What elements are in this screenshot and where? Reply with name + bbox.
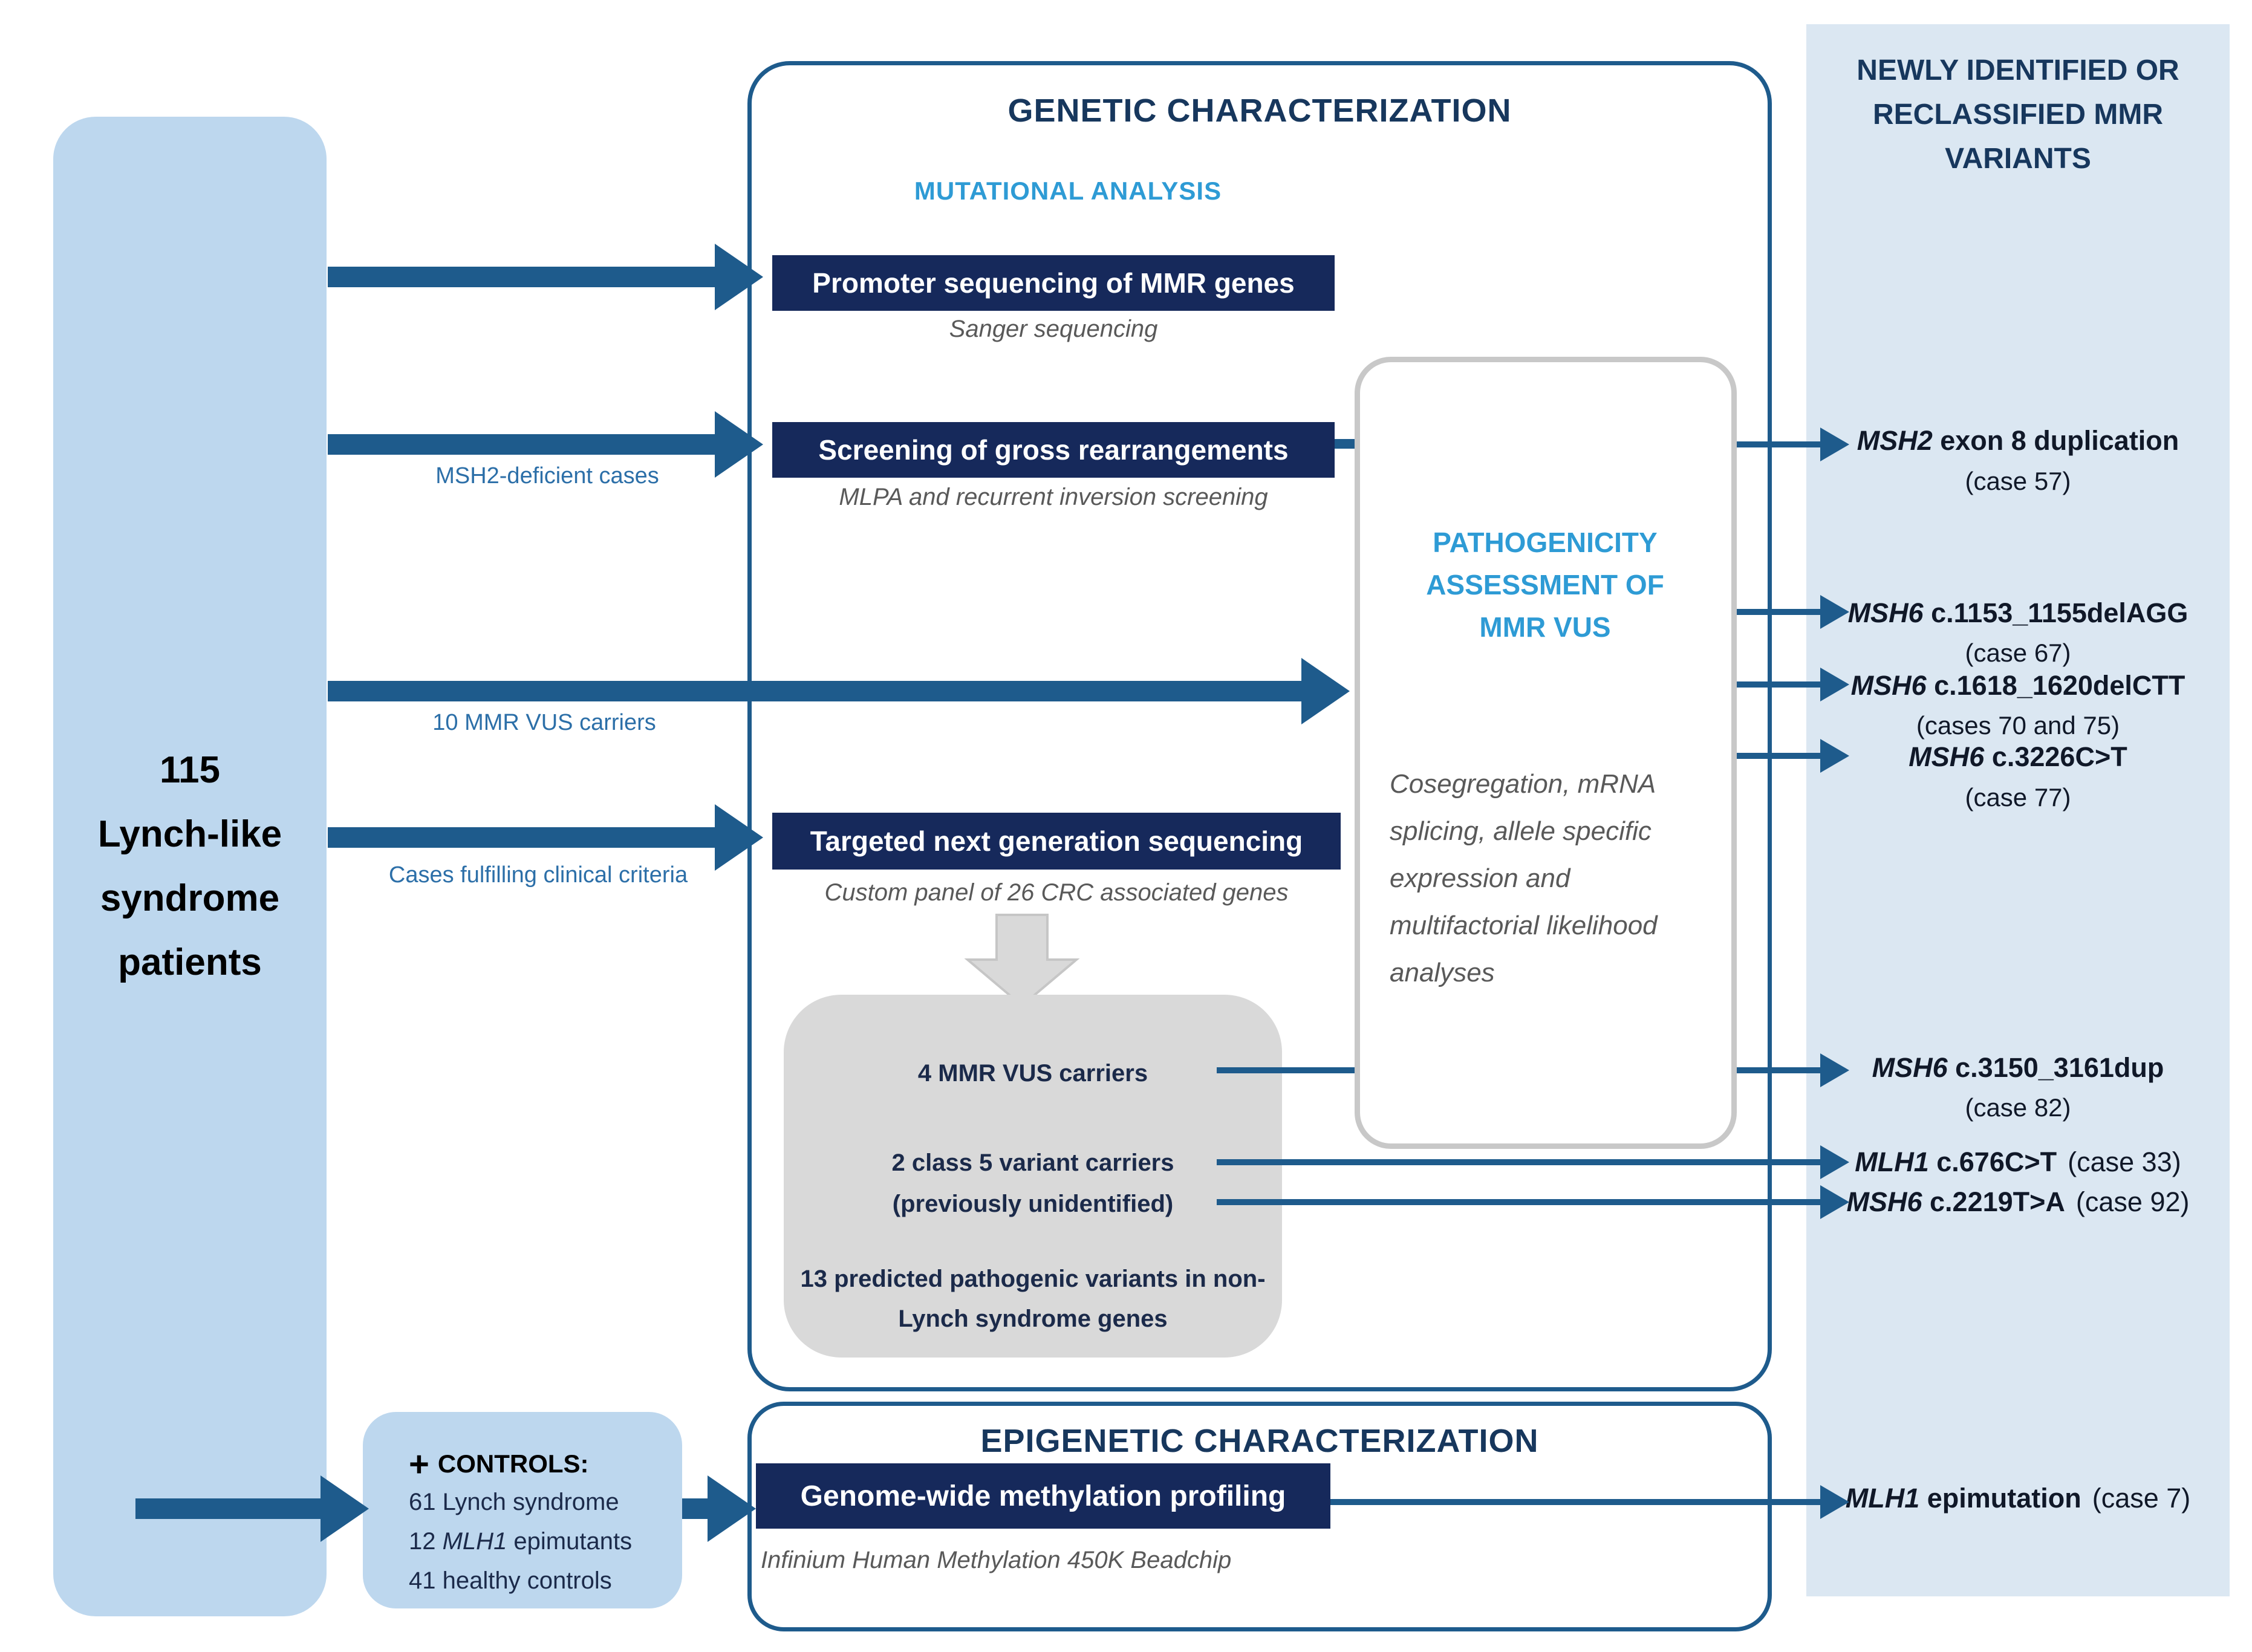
variant-case-33: (case 33) xyxy=(2068,1146,2181,1177)
variant-rest: c.2219T>A xyxy=(1922,1186,2065,1217)
result-previously-unidentified: (previously unidentified) xyxy=(892,1191,1174,1217)
controls-item-suffix: epimutants xyxy=(507,1528,633,1555)
arrow-controls-shaft xyxy=(135,1498,321,1519)
patients-line-115: 115 xyxy=(159,749,221,791)
variant-rest: epimutation xyxy=(1919,1483,2081,1514)
step-promoter-sequencing: Promoter sequencing of MMR genes xyxy=(772,255,1335,311)
arrow-variant1-shaft xyxy=(1737,441,1820,447)
variant-rest: c.1618_1620delCTT xyxy=(1926,670,2185,701)
method-custom-panel: Custom panel of 26 CRC associated genes xyxy=(824,879,1289,906)
pathogenicity-title-line2: ASSESSMENT OF xyxy=(1426,569,1664,600)
variant-rest: c.1153_1155delAGG xyxy=(1923,597,2189,628)
pathogenicity-box xyxy=(1355,357,1737,1149)
arrow-epimutation-head xyxy=(1820,1485,1849,1519)
pathogenicity-title-line1: PATHOGENICITY xyxy=(1433,527,1658,558)
variant-gene: MLH1 xyxy=(1845,1483,1920,1514)
variant-msh6-1618 xyxy=(1806,670,2230,701)
method-sanger-sequencing: Sanger sequencing xyxy=(949,316,1158,342)
variants-panel-title-line3: VARIANTS xyxy=(1945,143,2091,175)
arrow-promoter-shaft xyxy=(328,267,715,287)
arrow-screening-shaft xyxy=(328,434,715,455)
arrow-vus-shaft xyxy=(328,681,1301,701)
controls-title xyxy=(409,1444,682,1485)
pathogenicity-title-line3: MMR VUS xyxy=(1479,611,1611,643)
arrow-variant7-head xyxy=(1820,1185,1849,1219)
pathogenicity-title xyxy=(1364,521,1726,648)
arrow-variant4-head xyxy=(1820,739,1849,773)
plus-icon: + xyxy=(409,1445,429,1484)
variant-gene: MSH6 xyxy=(1847,597,1924,628)
variant-mlh1-676 xyxy=(1806,1146,2230,1178)
patients-count-label xyxy=(98,738,282,995)
variant-case-77: (case 77) xyxy=(1965,783,2071,811)
result-pathogenic-variants: 13 predicted pathogenic variants in non-Lynch syndrome genes xyxy=(800,1266,1266,1332)
variant-gene: MSH6 xyxy=(1872,1052,1948,1083)
result-vus-carriers: 4 MMR VUS carriers xyxy=(917,1060,1148,1087)
variant-msh2-exon8 xyxy=(1806,425,2230,457)
controls-item-gene: MLH1 xyxy=(442,1528,507,1555)
arrow-variant3-shaft xyxy=(1737,681,1820,688)
controls-item-epimutants xyxy=(409,1528,682,1555)
arrow-epigenetic-head xyxy=(708,1475,756,1542)
variant-msh6-3226 xyxy=(1806,741,2230,773)
epigenetic-title: EPIGENETIC CHARACTERIZATION xyxy=(980,1423,1539,1459)
patients-box xyxy=(53,117,327,1616)
step-methylation-profiling: Genome-wide methylation profiling xyxy=(756,1463,1330,1529)
variant-case-82: (case 82) xyxy=(1965,1093,2071,1122)
variant-case-67: (case 67) xyxy=(1965,639,2071,667)
method-infinium: Infinium Human Methylation 450K Beadchip xyxy=(761,1547,1232,1573)
arrow-epigenetic-shaft xyxy=(682,1498,708,1519)
variant-rest: c.3226C>T xyxy=(1984,741,2127,772)
arrow-variant2-head xyxy=(1820,595,1849,629)
pathogenicity-description: Cosegregation, mRNA splicing, allele specific expression and multifactorial likelihood analyses xyxy=(1390,769,1658,987)
result-class5-carriers: 2 class 5 variant carriers xyxy=(891,1150,1174,1176)
arrow-variant6-shaft xyxy=(1217,1159,1820,1165)
patients-line-patients: patients xyxy=(118,941,262,983)
variant-rest: exon 8 duplication xyxy=(1932,425,2179,456)
controls-item-lynch: 61 Lynch syndrome xyxy=(409,1489,619,1515)
variant-gene: MSH2 xyxy=(1857,425,1933,456)
arrow-variant6-head xyxy=(1820,1145,1849,1179)
arrow-promoter-head xyxy=(715,244,763,310)
arrow-variant5-shaft xyxy=(1737,1067,1820,1073)
variant-case-92: (case 92) xyxy=(2075,1186,2190,1217)
arrow-variant2-shaft xyxy=(1737,609,1820,615)
variant-mlh1-epimutation xyxy=(1806,1483,2230,1514)
arrow-epimutation-shaft xyxy=(1330,1499,1820,1505)
arrow-label-vus-carriers: 10 MMR VUS carriers xyxy=(432,710,656,735)
arrow-variant1-head xyxy=(1820,428,1849,461)
variant-case-70-75: (cases 70 and 75) xyxy=(1916,711,2120,740)
method-mlpa: MLPA and recurrent inversion screening xyxy=(839,484,1268,510)
arrow-label-msh2-deficient: MSH2-deficient cases xyxy=(435,463,659,489)
variant-rest: c.3150_3161dup xyxy=(1947,1052,2164,1083)
variants-panel-title-line1: NEWLY IDENTIFIED OR xyxy=(1857,54,2179,86)
variant-case-57: (case 57) xyxy=(1965,467,2071,495)
genetic-title: GENETIC CHARACTERIZATION xyxy=(1007,93,1512,129)
arrow-vus-head xyxy=(1301,658,1350,724)
arrow-ngs-shaft xyxy=(328,827,715,848)
step-gross-rearrangements: Screening of gross rearrangements xyxy=(772,422,1335,478)
arrow-controls-head xyxy=(321,1475,369,1542)
variant-case-7: (case 7) xyxy=(2092,1483,2191,1514)
variant-gene: MLH1 xyxy=(1855,1146,1929,1177)
mutational-analysis-label: MUTATIONAL ANALYSIS xyxy=(914,177,1222,205)
variant-msh6-1153 xyxy=(1806,597,2230,629)
arrow-label-clinical-criteria: Cases fulfilling clinical criteria xyxy=(388,862,688,888)
step-targeted-ngs: Targeted next generation sequencing xyxy=(772,813,1341,870)
variants-panel-title-line2: RECLASSIFIED MMR xyxy=(1873,99,2163,131)
variant-msh6-2219 xyxy=(1806,1186,2230,1218)
variant-rest: c.676C>T xyxy=(1928,1146,2057,1177)
variant-gene: MSH6 xyxy=(1909,741,1985,772)
controls-item-healthy: 41 healthy controls xyxy=(409,1567,612,1594)
patients-line-lynch: Lynch-like xyxy=(97,813,282,855)
arrow-variant4-shaft xyxy=(1737,753,1820,759)
variant-msh6-3150 xyxy=(1806,1052,2230,1084)
arrow-variant3-head xyxy=(1820,668,1849,701)
controls-title-text: CONTROLS: xyxy=(437,1449,589,1478)
variant-gene: MSH6 xyxy=(1846,1186,1922,1217)
variants-panel-title xyxy=(1806,48,2230,181)
patients-line-syndrome: syndrome xyxy=(100,877,280,919)
arrow-ngs-head xyxy=(715,804,763,871)
arrow-variant5-head xyxy=(1820,1053,1849,1087)
variant-gene: MSH6 xyxy=(1850,670,1927,701)
controls-item-prefix: 12 xyxy=(409,1528,443,1555)
arrow-variant7-shaft xyxy=(1217,1199,1820,1205)
